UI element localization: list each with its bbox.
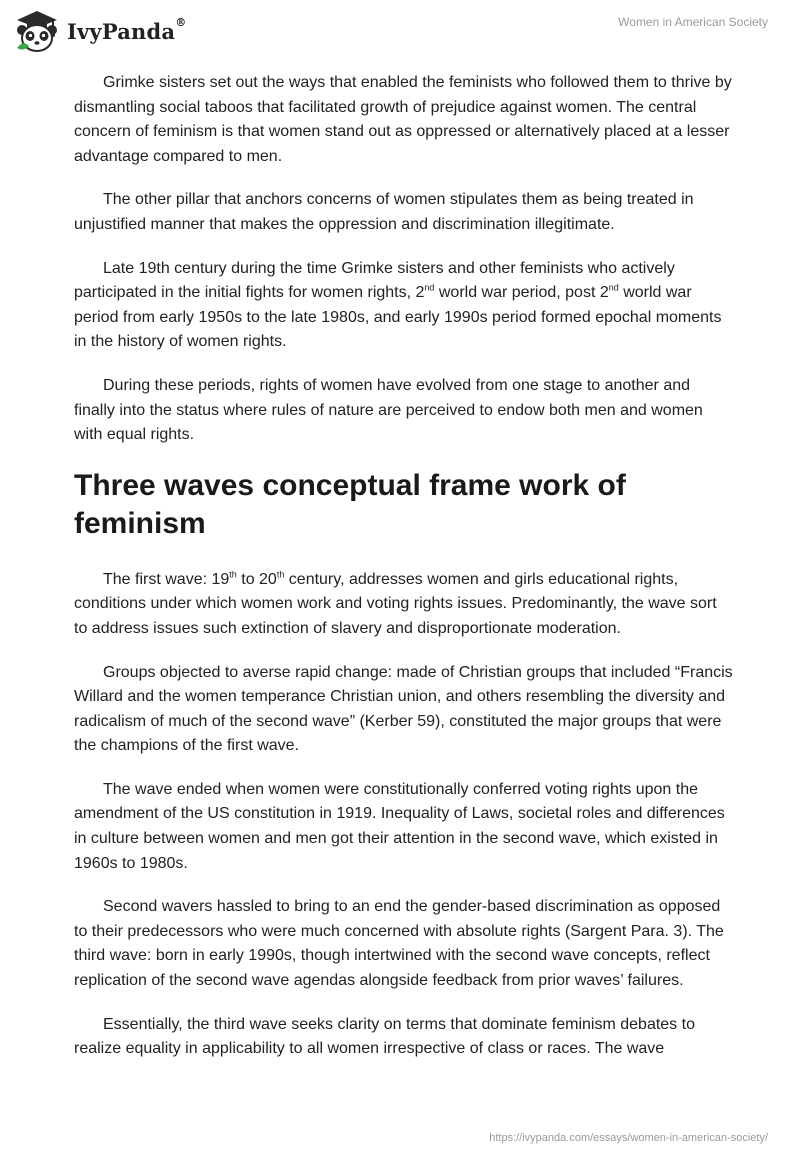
brand-name: IvyPanda® [67,15,187,44]
paragraph: Grimke sisters set out the ways that enabled the feminists who followed them to thrive by dismantling social taboos that facilitated growth of prejudice against women. The central concern of feminism is that women stand out as oppressed or alternatively placed at a lesser advantage compared to men. [74,74,732,165]
paragraph: Essentially, the third wave seeks clarity on terms that dominate feminism debates to realize equality in applicability to all women irrespective of class or races. The wave [74,1015,695,1058]
paragraph: During these periods, rights of women have evolved from one stage to another and finally into the status where rules of nature are perceived to endow both men and women with equal rights. [74,376,703,444]
paragraph: The other pillar that anchors concerns of women stipulates them as being treated in unjustified manner that makes the oppression and discrimination illegitimate. [74,191,694,233]
source-url[interactable]: https://ivypanda.com/essays/women-in-american-society/ [489,1132,768,1144]
paragraph: Second wavers hassled to bring to an end the gender-based discrimination as opposed to their predecessors who were much concerned with absolute rights (Sargent Para. 3). The third wave: born in early 1990s, though intertwined with the second wave concepts, reflect replication of the second wave agendas alongside feedback from prior waves’ failures. [74,898,724,990]
page-title: Women in American Society [618,15,768,29]
paragraph: Late 19th century during the time Grimke sisters and other feminists who actively participated in the initial fights for women rights, 2nd world war period, post 2nd world war period from early 1950s to the late 1980s, and early 1990s period formed epochal moments in the history of women rights. [74,259,722,351]
ivypanda-logo[interactable] [13,6,198,56]
panda-graduation-cap-icon [13,8,61,54]
page-header [0,0,800,62]
paragraph: The wave ended when women were constitutionally conferred voting rights upon the amendment of the US constitution in 1919. Inequality of Laws, societal roles and differences in culture between women and men got their attention in the second wave, which existed in 1960s to 1980s. [74,780,725,872]
essay-body [74,71,734,1081]
section-heading: Three waves conceptual frame work of feminism [74,468,626,540]
paragraph: Groups objected to averse rapid change: made of Christian groups that included “Francis Willard and the women temperance Christian union, and others resembling the diversity and radicalism of much of the second wave” (Kerber 59), constituted the major groups that were the champions of the first wave. [74,663,733,755]
paragraph: The first wave: 19th to 20th century, addresses women and girls educational rights, conditions under which women work and voting rights issues. Predominantly, the wave sort to address issues such extinction of slavery and disproportionate moderation. [74,569,717,637]
